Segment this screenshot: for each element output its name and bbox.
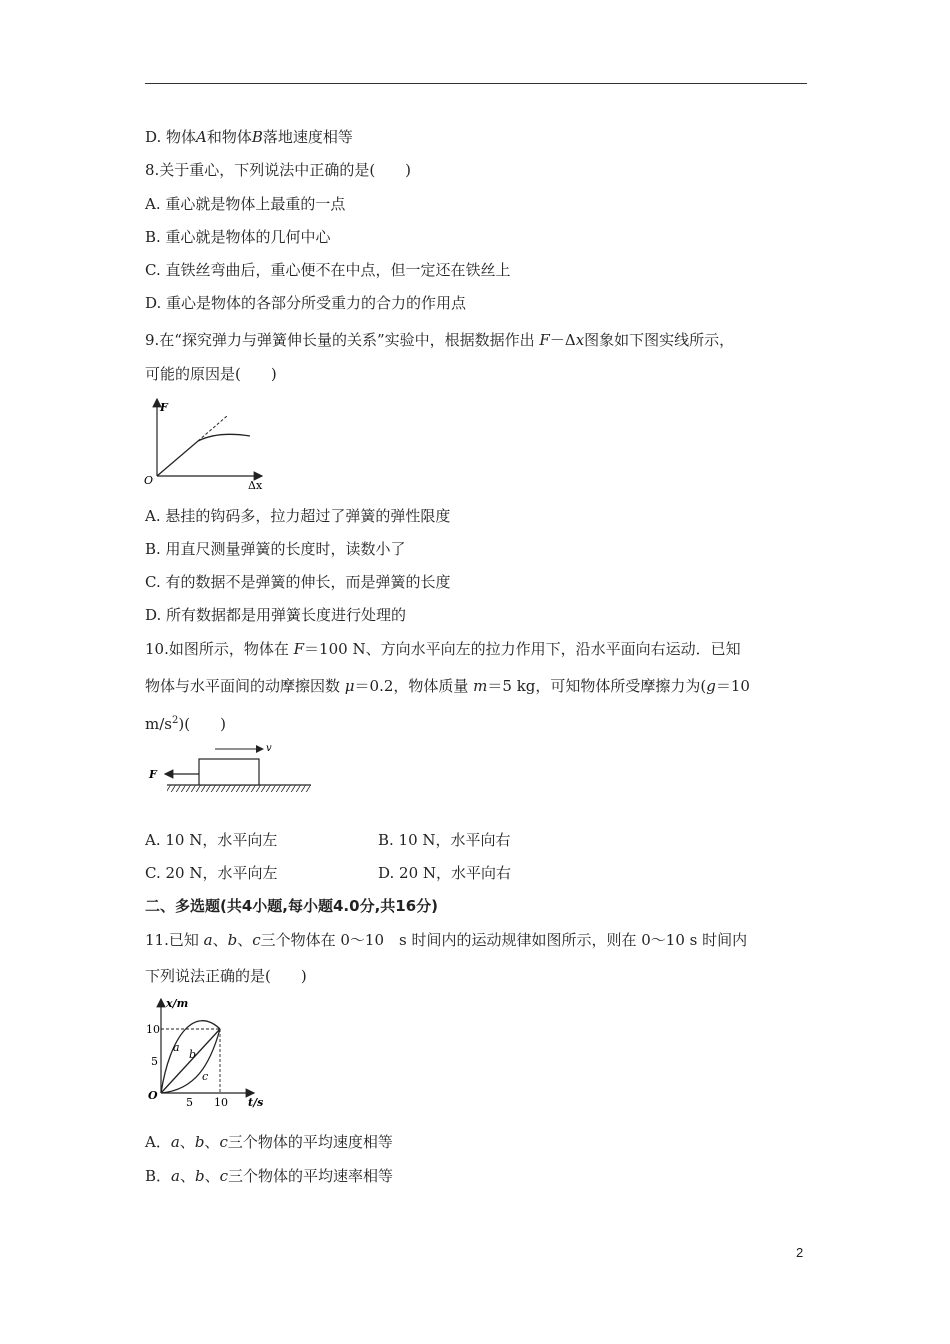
q11-xtick-10: 10 [214, 1096, 228, 1109]
q10-stem-line3: $m/s^2$)( ) [145, 715, 226, 733]
q9-x-label: Δx [248, 479, 263, 492]
q11-ytick-10: 10 [146, 1023, 160, 1036]
q9-solid-curve [157, 434, 250, 476]
q11-stem-line2: 下列说法正确的是( ) [145, 967, 307, 985]
q11-ytick-5: 5 [151, 1055, 158, 1068]
q9-stem-line2: 可能的原因是( ) [145, 365, 277, 383]
q11-curve-c-label: c [202, 1070, 209, 1083]
q8-option-c: C. 直铁丝弯曲后，重心便不在中点，但一定还在铁丝上 [145, 261, 511, 279]
q9-y-label: F [160, 401, 168, 414]
q9-option-c: C. 有的数据不是弹簧的伸长，而是弹簧的长度 [145, 573, 451, 591]
q11-origin-label: O [148, 1089, 158, 1102]
q11-figure [140, 995, 270, 1111]
q11-stem-line1: 11.已知 a、b、c三个物体在 0～10 s 时间内的运动规律如图所示，则在 0～10 s 时间内 [145, 931, 748, 949]
q10-figure [145, 738, 315, 798]
q10-force-label: F [149, 768, 157, 781]
q9-stem-line1: 9.在“探究弹力与弹簧伸长量的关系”实验中，根据数据作出 F－Δx图象如下图实线所示， [145, 331, 735, 349]
q9-dashed-extension [198, 416, 227, 441]
q10-option-a: A. 10 N，水平向左 [145, 831, 278, 849]
q11-y-label: x/m [166, 997, 189, 1010]
q8-option-b: B. 重心就是物体的几何中心 [145, 228, 331, 246]
q9-option-a: A. 悬挂的钩码多，拉力超过了弹簧的弹性限度 [145, 507, 451, 525]
q7-option-d: D. 物体A和物体B落地速度相等 [145, 128, 353, 146]
q10-option-d: D. 20 N，水平向右 [378, 864, 512, 882]
q10-option-b: B. 10 N，水平向右 [378, 831, 511, 849]
q9-origin-label: O [144, 474, 154, 487]
q9-option-d: D. 所有数据都是用弹簧长度进行处理的 [145, 606, 407, 624]
header-rule [145, 83, 807, 84]
q11-x-label: t/s [248, 1096, 264, 1109]
q10-ground-hatch [167, 785, 311, 792]
q10-block [199, 759, 259, 785]
q9-figure [140, 393, 270, 491]
q11-option-a: A．a、b、c三个物体的平均速度相等 [145, 1133, 393, 1151]
q11-option-b: B．a、b、c三个物体的平均速率相等 [145, 1167, 394, 1185]
page-number: 2 [796, 1245, 804, 1260]
q8-option-a: A. 重心就是物体上最重的一点 [145, 195, 346, 213]
q9-option-b: B. 用直尺测量弹簧的长度时，读数小了 [145, 540, 406, 558]
q10-stem-line1: 10.如图所示，物体在 F＝100 N、方向水平向左的拉力作用下，沿水平面向右运动．已知 [145, 640, 741, 658]
q10-velocity-label: v [266, 743, 272, 754]
q11-curve-b-label: b [189, 1048, 197, 1061]
q10-option-c: C. 20 N，水平向左 [145, 864, 278, 882]
q8-option-d: D. 重心是物体的各部分所受重力的合力的作用点 [145, 294, 467, 312]
q11-curve-a-label: a [173, 1041, 180, 1054]
section2-heading: 二、多选题(共4小题,每小题4.0分,共16分) [145, 897, 438, 915]
q11-xtick-5: 5 [186, 1096, 193, 1109]
q11-line-b [161, 1029, 220, 1093]
q10-stem-line2: 物体与水平面间的动摩擦因数 μ＝0.2，物体质量 m＝5 kg，可知物体所受摩擦力为(g＝10 [145, 677, 750, 695]
q8-stem: 8.关于重心，下列说法中正确的是( ) [145, 161, 412, 179]
